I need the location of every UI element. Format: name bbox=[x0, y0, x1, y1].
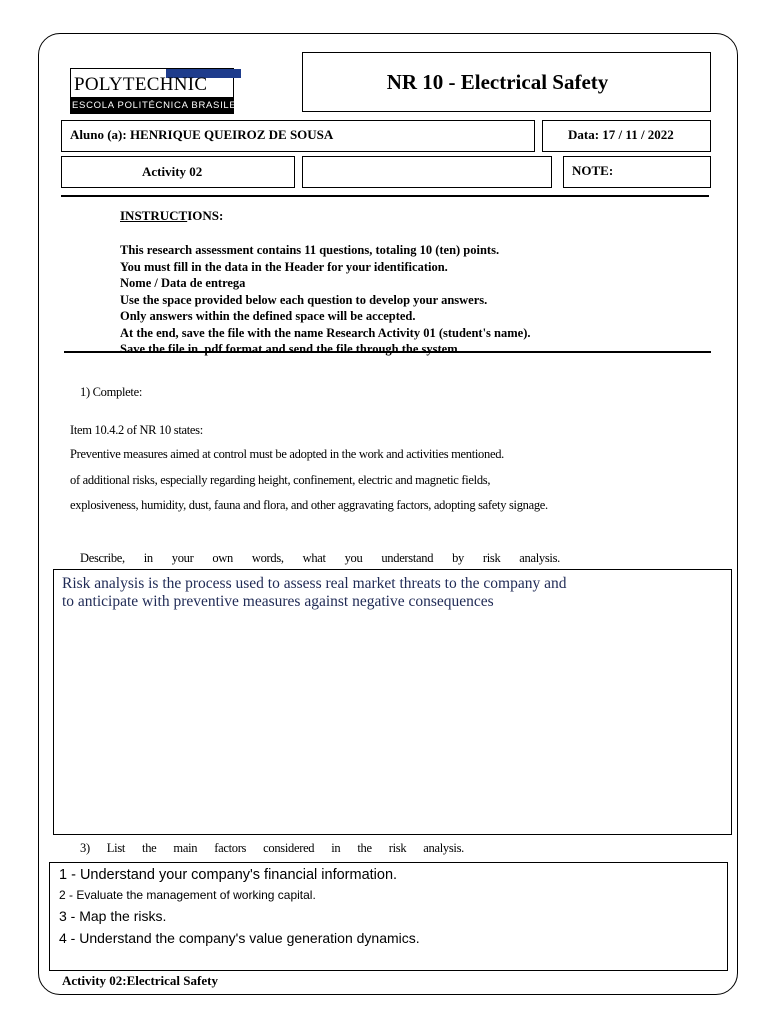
logo-subtitle: ESCOLA POLITÉCNICA BRASILEIRA bbox=[72, 100, 255, 111]
instructions-divider bbox=[64, 351, 711, 353]
question-2-prompt: Describe, in your own words, what you understand by risk analysis. bbox=[80, 551, 560, 565]
page-footer: Activity 02:Electrical Safety bbox=[62, 973, 218, 988]
question-1-text-line: Preventive measures aimed at control must be adopted in the work and activities mentioned. bbox=[70, 447, 504, 461]
instruction-line: Nome / Data de entrega bbox=[120, 276, 246, 290]
instructions-list bbox=[120, 242, 531, 358]
logo-name: POLYTECHNIC bbox=[74, 74, 208, 95]
instructions-title bbox=[120, 208, 223, 224]
instruction-line: At the end, save the file with the name Research Activity 01 (student's name). bbox=[120, 325, 531, 340]
answer-line: to anticipate with preventive measures against negative consequences bbox=[62, 593, 494, 610]
document-title: NR 10 - Electrical Safety bbox=[302, 52, 711, 112]
student-name-field: Aluno (a): HENRIQUE QUEIROZ DE SOUSA bbox=[61, 120, 535, 152]
instructions-title-underlined: INSTRUCT bbox=[120, 208, 188, 223]
answer-line: Risk analysis is the process used to assess real market threats to the company and bbox=[62, 575, 567, 592]
risk-factor-item: 1 - Understand your company's financial information. bbox=[59, 867, 398, 883]
question-1-text-line: explosiveness, humidity, dust, fauna and flora, and other aggravating factors, adopting safety signage. bbox=[70, 498, 548, 512]
answer-text bbox=[62, 575, 567, 611]
school-logo bbox=[70, 68, 255, 114]
instruction-line: You must fill in the data in the Header for your identification. bbox=[120, 259, 448, 274]
blank-header-field bbox=[302, 156, 552, 188]
logo-top-panel bbox=[70, 68, 234, 98]
risk-factor-item: 3 - Map the risks. bbox=[59, 908, 167, 924]
question-1-heading: 1) Complete: bbox=[80, 385, 143, 399]
question-3-prompt: 3) List the main factors considered in the risk analysis. bbox=[80, 841, 464, 855]
instruction-line: Use the space provided below each question to develop your answers. bbox=[120, 292, 488, 307]
risk-factor-item: 2 - Evaluate the management of working capital. bbox=[59, 888, 316, 902]
instruction-line: This research assessment contains 11 questions, totaling 10 (ten) points. bbox=[120, 243, 500, 257]
instruction-line: Save the file in .pdf format and send the file through the system. bbox=[120, 342, 461, 356]
question-1-item-ref: Item 10.4.2 of NR 10 states: bbox=[70, 423, 203, 437]
header-divider bbox=[61, 195, 709, 197]
answer-box-risk-analysis[interactable] bbox=[53, 569, 732, 835]
activity-field: Activity 02 bbox=[61, 156, 295, 188]
risk-factor-item: 4 - Understand the company's value generation dynamics. bbox=[59, 930, 420, 946]
date-field: Data: 17 / 11 / 2022 bbox=[542, 120, 711, 152]
answer-box-risk-factors[interactable] bbox=[49, 862, 728, 971]
instructions-title-rest: IONS: bbox=[187, 208, 224, 223]
instruction-line: Only answers within the defined space will be accepted. bbox=[120, 309, 416, 323]
note-field: NOTE: bbox=[563, 156, 711, 188]
question-1-text-line: of additional risks, especially regarding height, confinement, electric and magnetic fields, bbox=[70, 473, 491, 487]
